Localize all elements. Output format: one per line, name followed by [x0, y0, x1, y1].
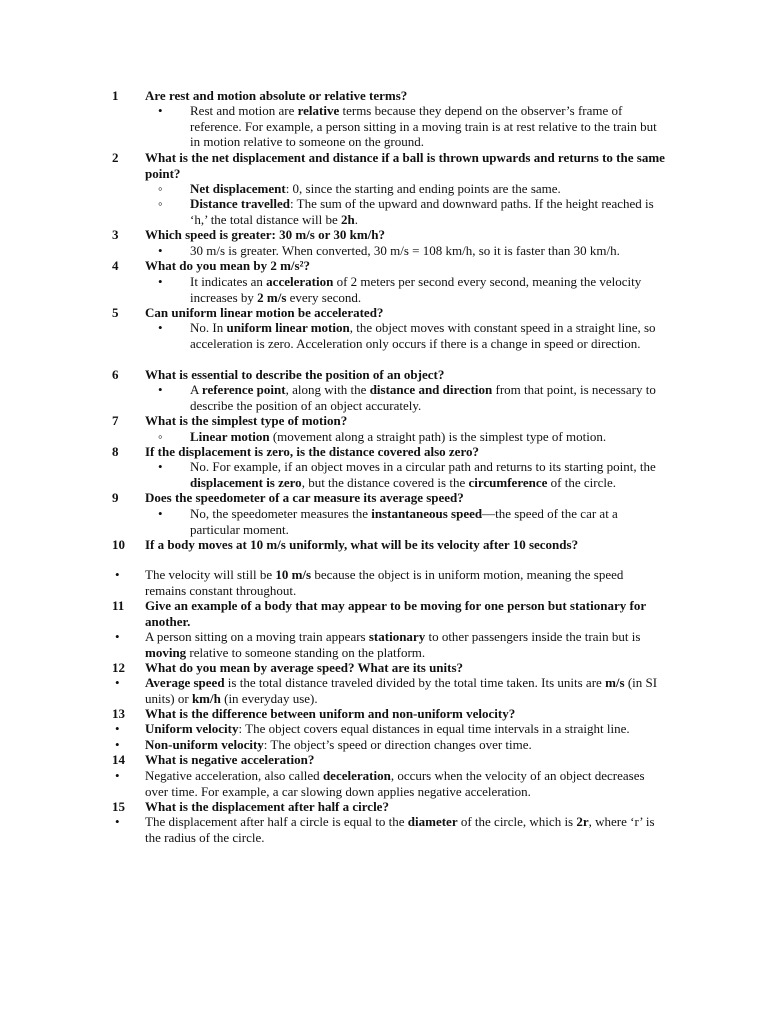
- bullet-icon: •: [158, 103, 163, 118]
- answer-text: No. For example, if an object moves in a circular path and returns to its starting point, the displacement is zero, but the distance covered is the circumference of the circle.: [190, 459, 656, 490]
- bullet-icon: •: [158, 274, 163, 289]
- bullet-icon: •: [115, 768, 120, 783]
- question-number: 5: [112, 305, 119, 320]
- answer-text: Linear motion (movement along a straight path) is the simplest type of motion.: [190, 429, 607, 444]
- question-number: 11: [112, 598, 125, 613]
- bullet-icon: •: [115, 675, 120, 690]
- question-number: 3: [112, 227, 119, 242]
- question-number: 6: [112, 367, 119, 382]
- question-text: Can uniform linear motion be accelerated?: [145, 305, 384, 320]
- bullet-icon: •: [115, 737, 120, 752]
- question-number: 2: [112, 150, 119, 165]
- bullet-icon: •: [158, 320, 163, 335]
- question-text: What do you mean by 2 m/s²?: [145, 258, 310, 273]
- answer-text: Non-uniform velocity: The object’s speed or direction changes over time.: [145, 737, 532, 752]
- answer-text: 30 m/s is greater. When converted, 30 m/s = 108 km/h, so it is faster than 30 km/h.: [190, 243, 620, 258]
- question-number: 10: [112, 537, 125, 552]
- answer-text: The displacement after half a circle is equal to the diameter of the circle, which is 2r, where ‘r’ is the radius of the circle.: [145, 814, 655, 845]
- question-number: 1: [112, 88, 119, 103]
- bullet-icon: •: [115, 567, 120, 582]
- bullet-icon: •: [158, 506, 163, 521]
- hollow-bullet-icon: ◦: [158, 196, 163, 211]
- question-number: 9: [112, 490, 119, 505]
- question-text: What is the net displacement and distance if a ball is thrown upwards and returns to the same point?: [145, 150, 665, 181]
- question-number: 4: [112, 258, 119, 273]
- question-text: Are rest and motion absolute or relative terms?: [145, 88, 408, 103]
- bullet-icon: •: [158, 243, 163, 258]
- question-text: What is the simplest type of motion?: [145, 413, 348, 428]
- question-text: What is essential to describe the position of an object?: [145, 367, 445, 382]
- question-text: What is the displacement after half a circle?: [145, 799, 389, 814]
- question-text: Does the speedometer of a car measure its average speed?: [145, 490, 464, 505]
- answer-text: A person sitting on a moving train appears stationary to other passengers inside the train but is moving relative to someone standing on the platform.: [145, 629, 641, 660]
- question-text: If the displacement is zero, is the distance covered also zero?: [145, 444, 479, 459]
- question-text: What do you mean by average speed? What are its units?: [145, 660, 464, 675]
- question-text: Which speed is greater: 30 m/s or 30 km/h?: [145, 227, 386, 242]
- question-number: 15: [112, 799, 125, 814]
- answer-text: Negative acceleration, also called deceleration, occurs when the velocity of an object decreases over time. For example, a car slowing down applies negative acceleration.: [145, 768, 645, 799]
- question-number: 14: [112, 752, 125, 767]
- question-number: 8: [112, 444, 119, 459]
- hollow-bullet-icon: ◦: [158, 429, 163, 444]
- bullet-icon: •: [158, 382, 163, 397]
- bullet-icon: •: [158, 459, 163, 474]
- question-text: What is the difference between uniform and non-uniform velocity?: [145, 706, 516, 721]
- question-text: If a body moves at 10 m/s uniformly, what will be its velocity after 10 seconds?: [145, 537, 579, 552]
- question-text: What is negative acceleration?: [145, 752, 315, 767]
- answer-text: A reference point, along with the distance and direction from that point, is necessary to describe the position of an object accurately.: [190, 382, 656, 413]
- question-number: 13: [112, 706, 125, 721]
- answer-text: Distance travelled: The sum of the upward and downward paths. If the height reached is ‘h,’ the total distance will be 2h.: [190, 196, 654, 227]
- question-text: Give an example of a body that may appear to be moving for one person but stationary for another.: [145, 598, 646, 629]
- answer-text: It indicates an acceleration of 2 meters per second every second, meaning the velocity increases by 2 m/s every second.: [190, 274, 642, 305]
- answer-text: Net displacement: 0, since the starting and ending points are the same.: [190, 181, 561, 196]
- answer-text: No, the speedometer measures the instantaneous speed—the speed of the car at a particular moment.: [190, 506, 618, 537]
- hollow-bullet-icon: ◦: [158, 181, 163, 196]
- bullet-icon: •: [115, 629, 120, 644]
- answer-text: Average speed is the total distance traveled divided by the total time taken. Its units are m/s (in SI units) or km/h (in everyday use).: [145, 675, 658, 706]
- answer-text: Rest and motion are relative terms because they depend on the observer’s frame of reference. For example, a person sitting in a moving train is at rest relative to the train but in motion relative to someone on the ground.: [190, 103, 657, 149]
- answer-text: The velocity will still be 10 m/s because the object is in uniform motion, meaning the speed remains constant throughout.: [145, 567, 624, 598]
- bullet-icon: •: [115, 721, 120, 736]
- answer-text: No. In uniform linear motion, the object moves with constant speed in a straight line, so acceleration is zero. Acceleration only occurs if there is a change in speed or direction.: [190, 320, 656, 351]
- question-number: 7: [112, 413, 119, 428]
- answer-text: Uniform velocity: The object covers equal distances in equal time intervals in a straight line.: [145, 721, 630, 736]
- bullet-icon: •: [115, 814, 120, 829]
- question-number: 12: [112, 660, 125, 675]
